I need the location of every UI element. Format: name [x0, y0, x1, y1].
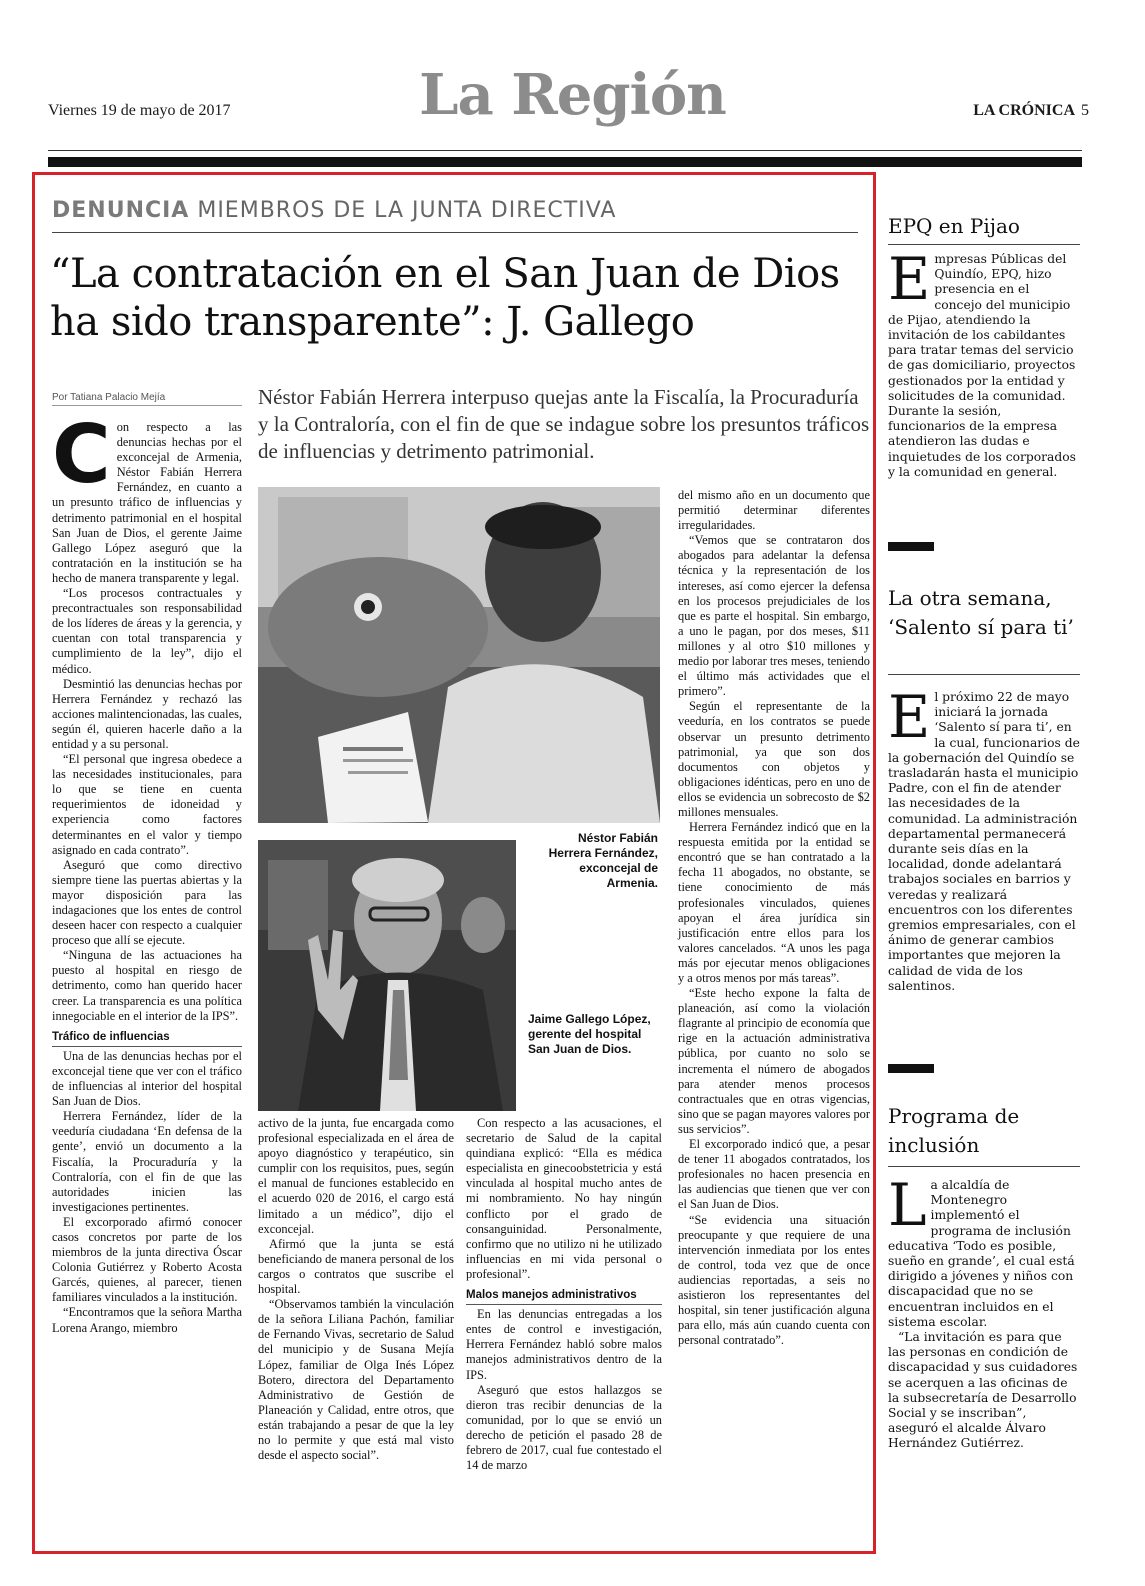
- drop-cap: C: [52, 408, 111, 501]
- sidebar-rule: [888, 1166, 1080, 1167]
- subhead-trafico: Tráfico de influencias: [52, 1030, 242, 1047]
- paragraph: El excorporado indicó que, a pesar de tener 11 abogados contratados, los profesionales no hacen presencia en las audiencias que tienen que ver con el San Juan de Dios.: [678, 1137, 870, 1212]
- drop-cap: L: [888, 1171, 927, 1239]
- paragraph: on respecto a las denuncias hechas por el exconcejal de Armenia, Néstor Fabián Herrera Fernández, en cuanto a un presunto tráfico de influencias y detrimento patrimonial en el hospital San Juan de Dios, el gerente Jaime Gallego López aseguró que la contratación en la institución se ha hecho de manera transparente y legal.: [52, 420, 242, 585]
- paragraph: l próximo 22 de mayo iniciará la jornada ‘Salento sí para ti’, en la cual, funcionarios de la gobernación del Quindío se trasladarán hasta el municipio Padre, con el fin de atender las necesidades de la comunidad. La administración departamental permanecerá durante seis días en la localidad, donde adelantará trabajos sociales en barrios y veredas y realizará encuentros con los diferentes gremios empresariales, con el ánimo de generar cambios importantes que mejoren la calidad de vida de los salentinos.: [888, 690, 1080, 993]
- paragraph: “Observamos también la vinculación de la señora Liliana Pachón, familiar de Fernando Vivas, secretario de Salud del municipio y de Susana Mejía López, familiar de Olga Inés López Botero, directora del Departamento Administrativo de Gestión de Planeación y Calidad, entre otros, que están trabajando a pesar de que la ley no lo permite y que está mal visto desde el aspecto social”.: [258, 1297, 454, 1463]
- article-headline: “La contratación en el San Juan de Dios ha sido transparente”: J. Gallego: [50, 251, 840, 345]
- kicker-rule: [52, 232, 858, 233]
- sidebar-title-inclusion: Programa de inclusión: [888, 1104, 1020, 1157]
- sidebar-story-inclusion: [888, 1171, 1080, 1452]
- paragraph: mpresas Públicas del Quindío, EPQ, hizo presencia en el concejo del municipio de Pijao, atendiendo la invitación de los cabildantes para tratar temas del servicio de gas domiciliario, proyectos gestionados por la entidad y solicitudes de la comunidad. Durante la sesión, funcionarios de la empresa atendieron las dudas e inquietudes de los corporados y la comunidad en general.: [888, 252, 1076, 479]
- sidebar-story-epq: [888, 245, 1080, 480]
- paragraph: “La invitación es para que las personas en condición de discapacidad y sus cuidadores se acerquen a las oficinas de la subsecretaría de Desarrollo Social y se inscriban”, aseguró el alcalde Álvaro Hernández Gutiérrez.: [888, 1330, 1078, 1451]
- paragraph: del mismo año en un documento que permitió determinar diferentes irregularidades.: [678, 488, 870, 533]
- masthead-thick-rule: [48, 157, 1082, 167]
- article-column-4: [678, 488, 870, 1348]
- masthead-thin-rule: [48, 150, 1082, 151]
- newspaper-name: LA CRÓNICA: [973, 102, 1075, 119]
- paragraph: El excorporado afirmó conocer casos concretos por parte de los miembros de la junta directiva Óscar Colonia Gutiérrez y Roberto Acosta Garcés, quienes, al parecer, tienen familiares vinculados a la institución.: [52, 1214, 242, 1305]
- kicker-label: DENUNCIA: [52, 198, 190, 223]
- byline-rule: [52, 405, 242, 406]
- sidebar-title-epq: EPQ en Pijao: [888, 214, 1020, 238]
- drop-cap: E: [888, 245, 931, 313]
- paragraph: “Se evidencia una situación preocupante y que requiere de una intervención inmediata por los entes de control, toda vez que de once audiencias reportadas, a seis no asistieron los representantes del hospital, sin tener justificación alguna para ello, más aún cuando cuenta con personal contratado”.: [678, 1212, 870, 1348]
- paragraph: Aseguró que estos hallazgos se dieron tras recibir denuncias de la comunidad, por lo que se envió un derecho de petición el pasado 28 de febrero de 2017, cual fue contestado el 14 de marzo: [466, 1382, 662, 1473]
- article-column-2: [258, 1116, 454, 1463]
- kicker-text: MIEMBROS DE LA JUNTA DIRECTIVA: [189, 198, 617, 223]
- sidebar-rule: [888, 674, 1080, 675]
- paragraph: “Ninguna de las actuaciones ha puesto al hospital en riesgo de detrimento, como han querido hacer creer. La transparencia es una política innegociable en el interior de la IPS”.: [52, 948, 242, 1023]
- subhead-malos-manejos: Malos manejos administrativos: [466, 1288, 662, 1305]
- paragraph: activo de la junta, fue encargada como profesional especializada en el área de apoyo diagnóstico y terapéutico, sin cumplir con los requisitos, pues, según el manual de funciones establecido en el acuerdo 020 de 2016, el cargo está limitado a un médico”, dijo el exconcejal.: [258, 1116, 454, 1236]
- article-kicker: [52, 198, 616, 223]
- photo-jaime-gallego: [258, 840, 516, 1111]
- sidebar-divider-bar: [888, 542, 934, 551]
- paragraph: Aseguró que como directivo siempre tiene las puertas abiertas y la mayor disposición para las indagaciones que los entes de control deseen hacer con respecto a cualquier proceso que allí se ejecute.: [52, 857, 242, 948]
- photo1-caption: Néstor Fabián Herrera Fernández, exconcejal de Armenia.: [548, 831, 658, 890]
- sidebar-story-salento: [888, 683, 1080, 994]
- paragraph: Herrera Fernández, líder de la veeduría ciudadana ‘En defensa de la gente’, envió un documento a la Fiscalía, la Procuraduría y la Contraloría, con el fin de que las autoridades inicien las investigaciones pertinentes.: [52, 1109, 242, 1214]
- photo2-caption: Jaime Gallego López, gerente del hospital San Juan de Dios.: [528, 1012, 651, 1056]
- photo-nestor-herrera-image: [258, 487, 660, 823]
- issue-date: Viernes 19 de mayo de 2017: [48, 102, 231, 119]
- sidebar-title-salento: La otra semana, ‘Salento sí para ti’: [888, 586, 1074, 639]
- paragraph: En las denuncias entregadas a los entes de control e investigación, Herrera Fernández habló sobre malos manejos administrativos dentro de la IPS.: [466, 1307, 662, 1382]
- article-byline: Por Tatiana Palacio Mejía: [52, 392, 166, 403]
- paragraph: “Vemos que se contrataron dos abogados para adelantar la defensa técnica y la representación de los intereses, así como ejercer la defensa en los procesos prejudiciales de los que es parte el hospital. Sin embargo, a uno le pagan, por dos meses, $11 millones y al otro $10 millones y medio por laborar tres meses, teniendo el último más actividades que el primero”.: [678, 533, 870, 699]
- page-number: 5: [1081, 102, 1089, 119]
- paragraph: a alcaldía de Montenegro implementó el programa de inclusión educativa ‘Todo es posible, sueño en grande’, el cual está dirigido a jóvenes y niños con discapacidad que no se encuentran incluidos en el sistema escolar.: [888, 1178, 1075, 1329]
- section-title: La Región: [419, 62, 726, 128]
- paragraph: “El personal que ingresa obedece a las necesidades institucionales, para lo que se tiene en cuenta requerimientos de idoneidad y experiencia como factores determinantes en el valor y tiempo asignado en cada contrato”.: [52, 752, 242, 857]
- paragraph: Desmintió las denuncias hechas por Herrera Fernández y rechazó las acciones malintencionadas, las cuales, según él, quieren hacerle daño a la entidad y a su personal.: [52, 676, 242, 751]
- article-column-1: [52, 408, 242, 1336]
- paragraph: Una de las denuncias hechas por el exconcejal tiene que ver con el tráfico de influencias al interior del hospital San Juan de Dios.: [52, 1048, 242, 1109]
- paragraph: Afirmó que la junta se está beneficiando de manera personal de los cargos o contratos que suscribe el hospital.: [258, 1236, 454, 1297]
- paragraph: Herrera Fernández indicó que en la respuesta emitida por la entidad se encontró que se han contratado a la fecha 11 abogados, no obstante, se tiene conocimiento de más profesionales vinculados, quienes apoyan el área jurídica sin justificación entre ellos para los valores cancelados. “A unos les paga más por ejecutar menos obligaciones y a otros menos por más tareas”.: [678, 820, 870, 985]
- paragraph: “Los procesos contractuales y precontractuales son responsabilidad de los líderes de áreas y la gerencia, y cuentan con total transparencia y cumplimiento de la ley”, dijo el médico.: [52, 586, 242, 676]
- article-column-3: [466, 1116, 662, 1473]
- paragraph: Según el representante de la veeduría, en los contratos se puede observar un presunto detrimento patrimonial, ya que son dos documentos con objetos y obligaciones idénticas, pero en uno de ellos se evidencia un sobrecosto de $2 millones mensuales.: [678, 699, 870, 819]
- photo-nestor-herrera: [258, 487, 660, 823]
- paragraph: “Encontramos que la señora Martha Lorena Arango, miembro: [52, 1305, 242, 1335]
- paragraph: “Este hecho expone la falta de planeación, así como la violación flagrante al principio de economía que rige en la actuación administrativa pública, por cuanto no solo se incrementa el número de abogados para atender menos procesos contractuales que en otras vigencias, sino que se pagan mayores valores por sus servicios”.: [678, 986, 870, 1136]
- sidebar-divider-bar: [888, 1064, 934, 1073]
- article-lede: Néstor Fabián Herrera interpuso quejas ante la Fiscalía, la Procuraduría y la Contraloría, con el fin de que se indague sobre los presuntos tráficos de influencias y detrimento patrimonial.: [258, 385, 870, 463]
- drop-cap: E: [888, 683, 931, 751]
- photo-jaime-gallego-image: [258, 840, 516, 1111]
- paragraph: Con respecto a las acusaciones, el secretario de Salud de la capital quindiana explicó: “Ella es médica especialista en ginecoobstetricia y está vinculada al hospital mucho antes de mi nombramiento. No hay ningún conflicto por el grado de consanguinidad. Personalmente, confirmo que no utilizo ni he utilizado influencias en mi vida personal o profesional”.: [466, 1116, 662, 1281]
